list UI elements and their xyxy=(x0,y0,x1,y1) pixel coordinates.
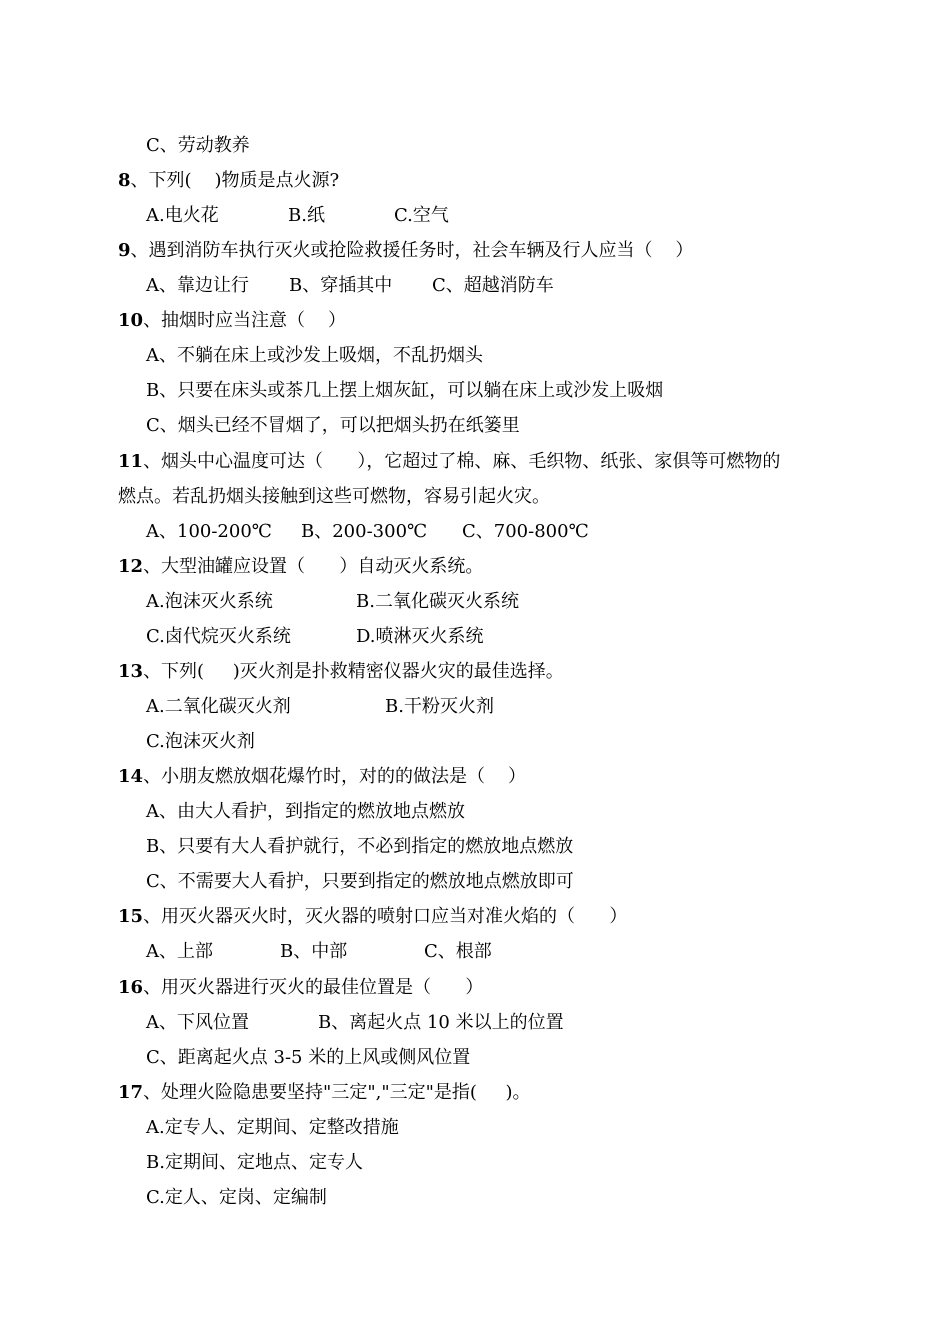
option-line xyxy=(146,408,520,443)
option-c: C、700-800℃ xyxy=(462,521,589,542)
question-stem: 、遇到消防车执行灭火或抢险救援任务时，社会车辆及行人应当（ ） xyxy=(130,240,694,261)
question-11 xyxy=(118,444,780,479)
option-line xyxy=(146,373,664,408)
question-number: 17 xyxy=(118,1082,144,1103)
option-c: C、烟头已经不冒烟了，可以把烟头扔在纸篓里 xyxy=(146,415,520,436)
option-b: B、离起火点 10 米以上的位置 xyxy=(318,1012,564,1033)
question-17 xyxy=(118,1075,531,1110)
option-line xyxy=(146,1145,363,1180)
option-c: C、超越消防车 xyxy=(432,275,554,296)
option-line xyxy=(146,514,589,549)
question-9 xyxy=(118,233,693,268)
option-b: B.二氧化碳灭火系统 xyxy=(356,591,519,612)
option-a: A、上部 xyxy=(146,941,213,962)
option-b: B.定期间、定地点、定专人 xyxy=(146,1152,363,1173)
option-b: B、穿插其中 xyxy=(289,275,393,296)
question-number: 10 xyxy=(118,310,144,331)
question-8 xyxy=(118,163,339,198)
option-line xyxy=(146,619,484,654)
option-a: A、不躺在床上或沙发上吸烟，不乱扔烟头 xyxy=(146,345,483,366)
option-a: A.电火花 xyxy=(146,205,219,226)
question-14 xyxy=(118,759,526,794)
option-c: C、不需要大人看护，只要到指定的燃放地点燃放即可 xyxy=(146,871,574,892)
question-number: 9 xyxy=(118,240,131,261)
option-c: C.卤代烷灭火系统 xyxy=(146,626,291,647)
option-c: C、根部 xyxy=(424,941,492,962)
option-b: B、只要有大人看护就行，不必到指定的燃放地点燃放 xyxy=(146,836,574,857)
question-stem: 、下列( )物质是点火源? xyxy=(130,170,340,191)
option-line xyxy=(146,1110,399,1145)
question-number: 14 xyxy=(118,766,144,787)
option-a: A、下风位置 xyxy=(146,1012,249,1033)
question-number: 12 xyxy=(118,556,144,577)
question-15 xyxy=(118,899,627,934)
question-stem: 、烟头中心温度可达（ ），它超过了棉、麻、毛织物、纸张、家俱等可燃物的 xyxy=(143,451,781,472)
question-number: 13 xyxy=(118,661,144,682)
question-stem: 、用灭火器进行灭火的最佳位置是（ ） xyxy=(143,977,484,998)
option-line xyxy=(146,1040,471,1075)
option-line xyxy=(146,584,519,619)
option-d: D.喷淋灭火系统 xyxy=(356,626,484,647)
question-16 xyxy=(118,970,483,1005)
option-b: B.纸 xyxy=(288,205,325,226)
option-a: A.定专人、定期间、定整改措施 xyxy=(146,1117,399,1138)
question-stem: 、小朋友燃放烟花爆竹时，对的的做法是（ ） xyxy=(143,766,526,787)
option-c: C.定人、定岗、定编制 xyxy=(146,1187,327,1208)
option-b: B.干粉灭火剂 xyxy=(385,696,494,717)
question-number: 16 xyxy=(118,977,144,998)
option-c: C.泡沫灭火剂 xyxy=(146,731,255,752)
question-10 xyxy=(118,303,346,338)
option-b: B、只要在床头或茶几上摆上烟灰缸，可以躺在床上或沙发上吸烟 xyxy=(146,380,664,401)
option-b: B、中部 xyxy=(280,941,348,962)
question-number: 11 xyxy=(118,451,144,472)
question-stem: 、处理火险隐患要坚持"三定","三定"是指( )。 xyxy=(143,1082,531,1103)
option-line xyxy=(146,724,255,759)
option-a: A、由大人看护，到指定的燃放地点燃放 xyxy=(146,801,465,822)
option-line xyxy=(146,794,465,829)
option-line xyxy=(146,128,250,163)
question-stem: 、用灭火器灭火时，灭火器的喷射口应当对准火焰的（ ） xyxy=(143,906,628,927)
question-stem: 、抽烟时应当注意（ ） xyxy=(143,310,346,331)
option-a: A.二氧化碳灭火剂 xyxy=(146,696,291,717)
question-stem: 、下列( )灭火剂是扑救精密仪器火灾的最佳选择。 xyxy=(143,661,564,682)
option-line xyxy=(146,1180,327,1215)
option-a: A、靠边让行 xyxy=(146,275,249,296)
question-number: 15 xyxy=(118,906,144,927)
option-line xyxy=(146,934,492,969)
option-b: B、200-300℃ xyxy=(301,521,428,542)
option-line xyxy=(146,1005,564,1040)
option: C、劳动教养 xyxy=(146,135,250,156)
option-a: A.泡沫灭火系统 xyxy=(146,591,273,612)
option-line xyxy=(146,338,483,373)
question-12 xyxy=(118,549,483,584)
option-a: A、100-200℃ xyxy=(146,521,272,542)
question-stem: 、大型油罐应设置（ ）自动灭火系统。 xyxy=(143,556,484,577)
question-number: 8 xyxy=(118,170,131,191)
question-13 xyxy=(118,654,564,689)
option-line xyxy=(146,198,449,233)
question-stem-continuation: 燃点。若乱扔烟头接触到这些可燃物，容易引起火灾。 xyxy=(118,486,550,507)
option-line xyxy=(146,689,494,724)
option-c: C.空气 xyxy=(394,205,449,226)
option-line xyxy=(146,864,574,899)
option-line xyxy=(146,829,574,864)
option-line xyxy=(146,268,554,303)
option-c: C、距离起火点 3-5 米的上风或侧风位置 xyxy=(146,1047,471,1068)
